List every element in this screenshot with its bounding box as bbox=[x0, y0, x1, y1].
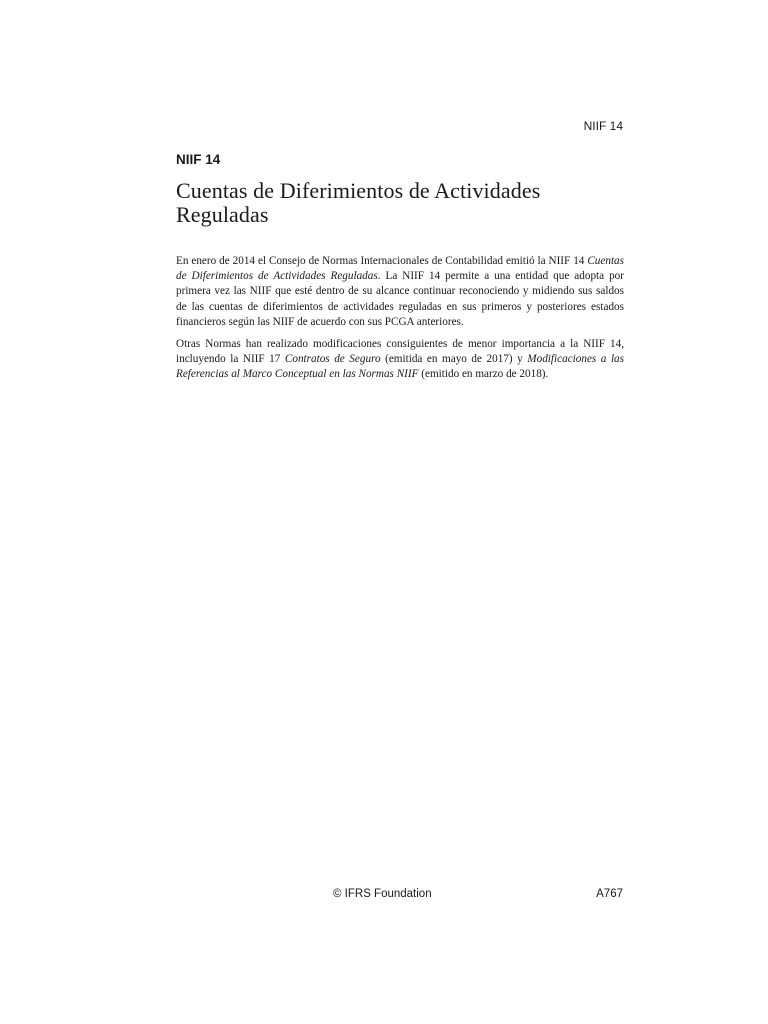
standard-label: NIIF 14 bbox=[176, 152, 221, 167]
page-title: Cuentas de Diferimientos de Actividades Reguladas bbox=[176, 178, 541, 227]
paragraph-intro-text-2: . La NIIF 14 permite a una entidad que adopta por primera vez las NIIF que esté dentro de su alcance continuar reconociendo y midiendo sus saldos de las cuentas de diferimientos de actividades reguladas en sus primeros y posteriores estados financieros según las NIIF de acuerdo con sus PCGA anteriores. bbox=[176, 270, 624, 328]
conceptual-framework-reference: Modificaciones a las Referencias al Marco Conceptual en las Normas NIIF bbox=[176, 353, 624, 381]
standard-title-reference: Cuentas de Diferimientos de Actividades Reguladas bbox=[176, 255, 624, 283]
main-content bbox=[176, 152, 624, 390]
paragraph-amendments bbox=[176, 337, 624, 383]
footer-page-number: A767 bbox=[596, 888, 623, 900]
paragraph-amendments-text-1: Otras Normas han realizado modificaciones consiguientes de menor importancia a la NIIF 14, incluyendo la NIIF 17 bbox=[176, 338, 624, 366]
paragraph-amendments-text-2: (emitida en mayo de 2017) y bbox=[380, 353, 528, 366]
running-header: NIIF 14 bbox=[583, 119, 623, 133]
footer-copyright: © IFRS Foundation bbox=[333, 888, 432, 900]
contracts-reference: Contratos de Seguro bbox=[284, 353, 381, 366]
paragraph-amendments-text-3: (emitido en marzo de 2018). bbox=[418, 368, 549, 381]
paragraph-intro-text-1: En enero de 2014 el Consejo de Normas Internacionales de Contabilidad emitió la NIIF 14 bbox=[176, 255, 588, 267]
paragraph-intro bbox=[176, 254, 624, 330]
